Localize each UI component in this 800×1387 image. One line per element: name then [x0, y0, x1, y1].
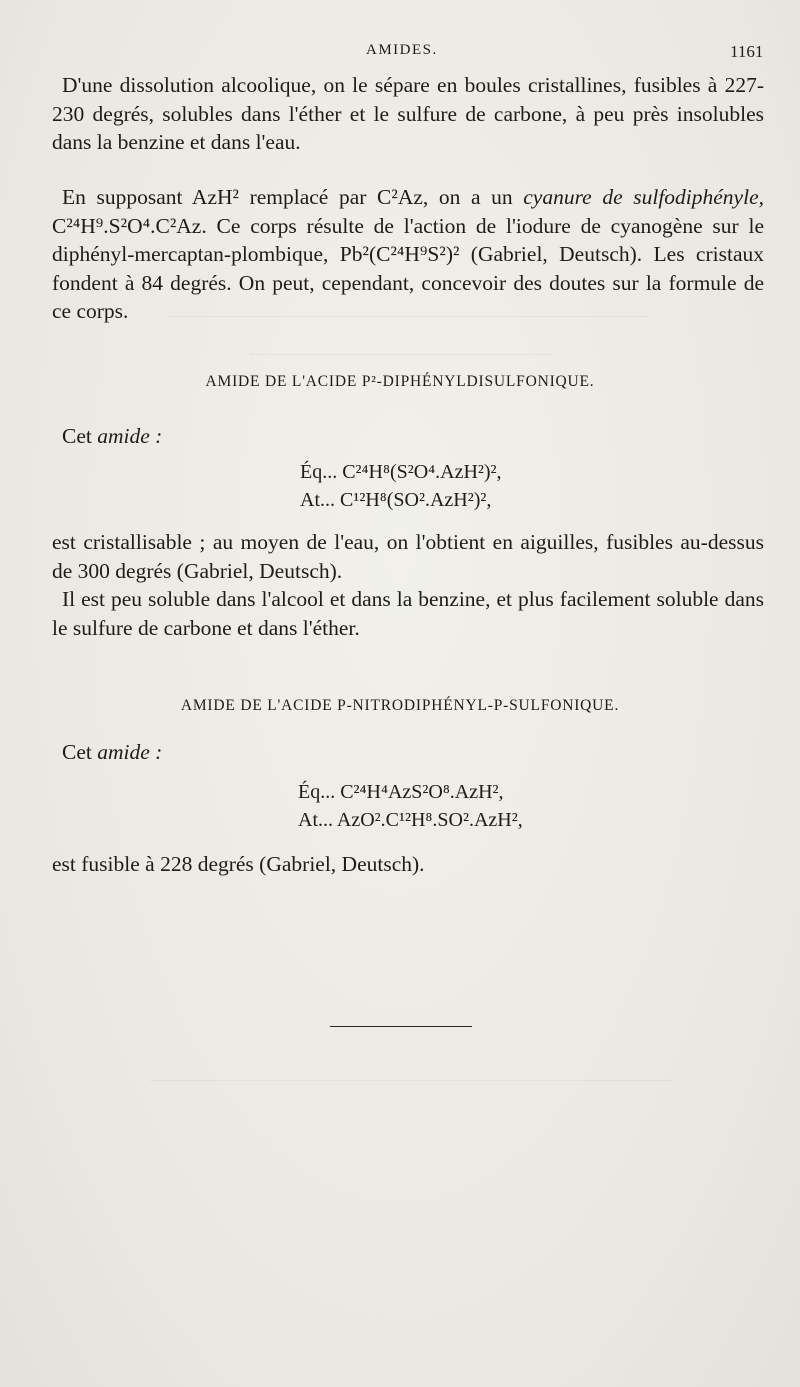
section2-lead — [52, 738, 764, 767]
section1-lead-prefix: Cet — [62, 424, 98, 448]
formula-atomic: At... AzO².C¹²H⁸.SO².AzH², — [298, 809, 523, 831]
formula-equivalent: Éq... C²⁴H⁴AzS²O⁸.AzH², — [298, 781, 504, 803]
compound-name-italic: cyanure de sulfodiphényle, — [523, 185, 764, 209]
formula-atomic: At... C¹²H⁸(SO².AzH²)², — [300, 489, 492, 511]
section2-lead-prefix: Cet — [62, 740, 98, 764]
show-through-texture — [150, 1058, 670, 1081]
paragraph-cyanure — [52, 183, 764, 326]
section2-formulas — [298, 778, 523, 834]
page-header — [0, 42, 800, 64]
section2-paragraph-melting: est fusible à 228 degrés (Gabriel, Deutsch). — [52, 852, 425, 876]
section-heading-disulfonique: AMIDE DE L'ACIDE P²-DIPHÉNYLDISULFONIQUE. — [205, 373, 595, 390]
paragraph-cyanure-intro: En supposant AzH² remplacé par C²Az, on a un — [62, 185, 524, 209]
section1-lead — [52, 422, 764, 451]
section1-paragraph-crystals: est cristallisable ; au moyen de l'eau, on l'obtient en aiguilles, fusibles au-dessus de 300 degrés (Gabriel, Deutsch). — [52, 530, 764, 583]
show-through-texture — [250, 332, 550, 355]
section1-formulas — [300, 458, 502, 514]
section-heading-nitrodiphenyl: AMIDE DE L'ACIDE P-NITRODIPHÉNYL-P-SULFONIQUE. — [180, 697, 620, 714]
formula-equivalent: Éq... C²⁴H⁸(S²O⁴.AzH²)², — [300, 461, 502, 483]
running-title: AMIDES. — [366, 42, 438, 58]
paragraph-cyanure-rest: C²⁴H⁹.S²O⁴.C²Az. Ce corps résulte de l'action de l'iodure de cyanogène sur le diphényl-mercaptan-plombique, Pb²(C²⁴H⁹S²)² (Gabriel, Deutsch). Les cristaux fondent à 84 degrés. On peut, cependant, concevoir des doutes sur la formule de ce corps. — [52, 213, 764, 323]
section1-lead-italic: amide : — [97, 424, 163, 448]
section-divider — [330, 1026, 472, 1027]
page-number: 1161 — [730, 42, 764, 61]
section2-lead-italic: amide : — [97, 740, 163, 764]
paragraph-dissolution: D'une dissolution alcoolique, on le sépare en boules cristallines, fusibles à 227-230 degrés, solubles dans l'éther et le sulfure de carbone, à peu près insolubles dans la benzine et dans l'eau. — [52, 73, 764, 154]
section1-paragraph-solubility: Il est peu soluble dans l'alcool et dans la benzine, et plus facilement soluble dans le sulfure de carbone et dans l'éther. — [52, 587, 764, 640]
